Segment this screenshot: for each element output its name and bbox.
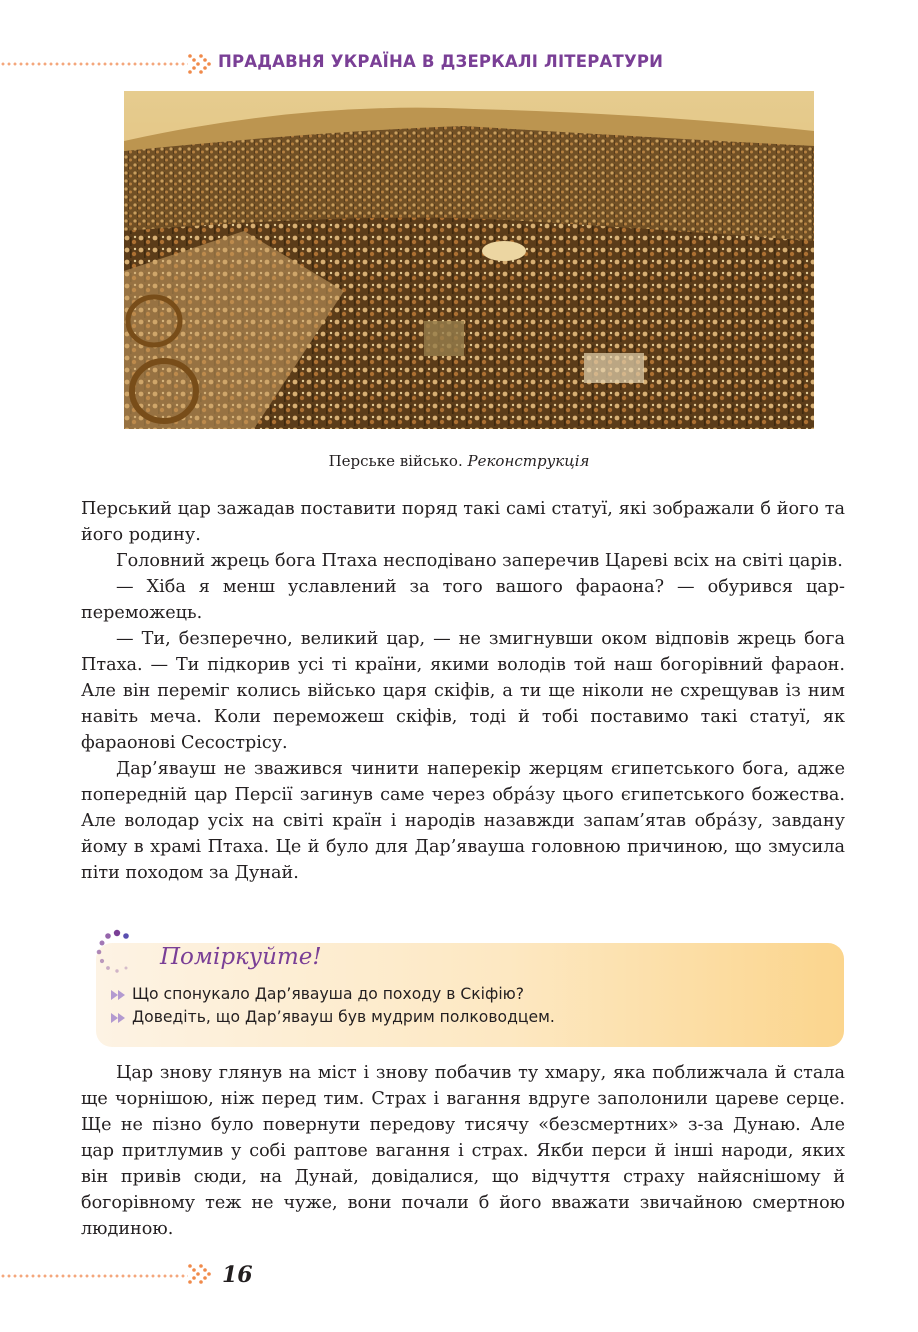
paragraph: — Ти, безперечно, великий цар, — не змигнувши оком відповів жрець бога Птаха. — Ти підкорив усі ті країни, якими володів той наш богорівний фараон. Але він переміг колись військо царя скіфів, а ти ще ніколи не схрещував із ним навіть меча. Коли переможеш скіфів, тоді й тобі поставимо такі статуї, як фараонові Сесострісу. — [81, 629, 845, 753]
paragraph: — Хіба я менш уславлений за того вашого фараона? — обурився цар-переможець. — [81, 577, 845, 623]
paragraph: Перський цар зажадав поставити поряд такі самі статуї, які зображали б його та його родину. — [81, 499, 845, 545]
page-number: 16 — [222, 1262, 253, 1288]
section-title: ПРАДАВНЯ УКРАЇНА В ДЗЕРКАЛІ ЛІТЕРАТУРИ — [218, 52, 664, 71]
question-text: Що спонукало Дар’явауша до походу в Скіфію? — [132, 985, 525, 1003]
running-header — [0, 48, 918, 78]
caption-italic: Реконструкція — [467, 452, 590, 470]
caption-text: Перське військо. — [328, 452, 463, 470]
persian-army-photo — [124, 91, 814, 429]
arrow-right-icon — [110, 1012, 130, 1024]
question-text: Доведіть, що Дар’явауш був мудрим полководцем. — [132, 1008, 555, 1026]
arrow-right-icon — [110, 989, 130, 1001]
think-title: Поміркуйте! — [160, 944, 322, 970]
paragraph: Цар знову глянув на міст і знову побачив ту хмару, яка поближчала й стала ще чорнішою, ніж перед тим. Страх і вагання вдруге заполонили цареве серце. Ще не пізно було повернути передову тисячу «безсмертних» з-за Дунаю. Але цар притлумив у собі раптове вагання і страх. Якби перси й інші народи, яких він привів сюди, на Дунай, довідалися, що відчуття страху найяснішому й богорівному теж не чуже, вони почали б його вважати звичайною смертною людиною. — [81, 1063, 845, 1239]
question-item — [110, 985, 524, 1003]
figure-caption — [0, 452, 918, 470]
page-footer — [0, 1262, 918, 1292]
chevron-right-icon — [197, 1262, 217, 1286]
footer-dots — [0, 1274, 188, 1278]
dots-circle-icon — [92, 927, 142, 977]
paragraph: Головний жрець бога Птаха несподівано заперечив Цареві всіх на світі царів. — [116, 551, 843, 571]
question-item — [110, 1008, 555, 1026]
header-dots — [0, 62, 188, 66]
body-text-top — [81, 496, 845, 886]
paragraph: Дар’явауш не зважився чинити наперекір жерцям єгипетського бога, адже попередній цар Персії загинув саме через обра́зу цього єгипетського божества. Але володар усіх на світі країн і народів назавжди запам’ятав обра́зу, завдану йому в храмі Птаха. Це й було для Дар’явауша головною причиною, що змусила піти походом за Дунай. — [81, 759, 845, 883]
body-text-bottom — [81, 1060, 845, 1242]
chevron-right-icon — [197, 52, 217, 76]
